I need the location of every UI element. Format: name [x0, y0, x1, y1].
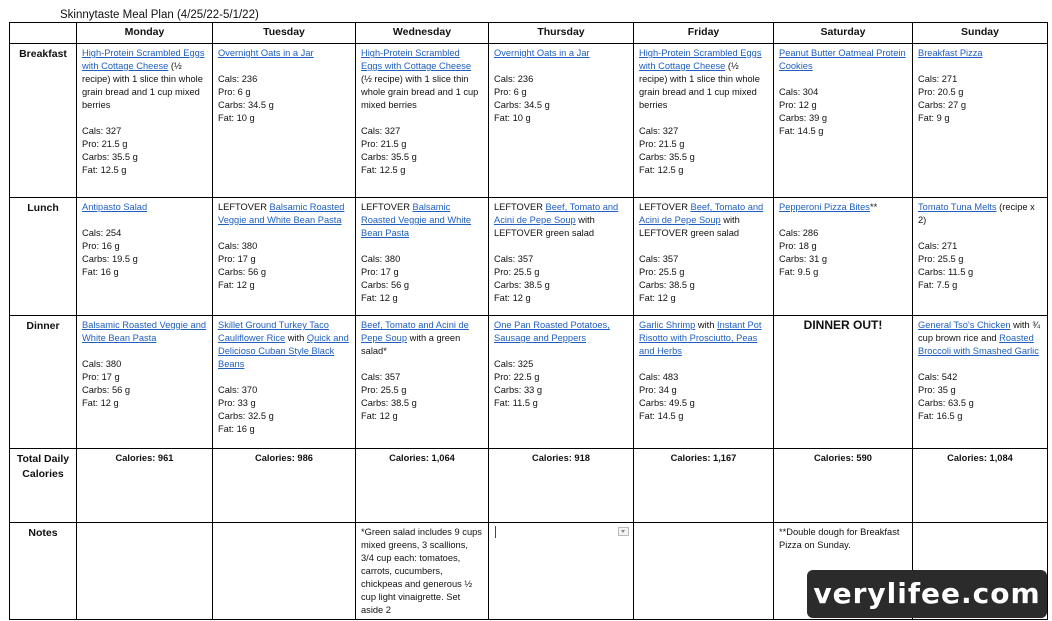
total-calories-tuesday: Calories: 986	[213, 449, 356, 523]
calories-value: Cals: 327	[361, 126, 401, 136]
calories-value: Cals: 304	[779, 87, 819, 97]
recipe-description	[361, 319, 483, 358]
protein-value: Pro: 22.5 g	[494, 372, 540, 382]
recipe-description	[918, 201, 1042, 227]
protein-value: Pro: 6 g	[494, 87, 527, 97]
carbs-value: Carbs: 19.5 g	[82, 254, 138, 264]
nutrition-facts	[218, 73, 350, 125]
carbs-value: Carbs: 38.5 g	[361, 398, 417, 408]
recipe-description	[639, 201, 768, 240]
protein-value: Pro: 25.5 g	[494, 267, 540, 277]
lunch-cell-wednesday	[356, 198, 489, 316]
fat-value: Fat: 12.5 g	[361, 165, 406, 175]
breakfast-cell-tuesday	[213, 44, 356, 198]
protein-value: Pro: 25.5 g	[639, 267, 685, 277]
fat-value: Fat: 12 g	[82, 398, 119, 408]
fat-value: Fat: 12 g	[218, 280, 255, 290]
total-calories-thursday: Calories: 918	[489, 449, 634, 523]
calories-value: Cals: 286	[779, 228, 819, 238]
calories-value: Cals: 542	[918, 372, 958, 382]
carbs-value: Carbs: 63.5 g	[918, 398, 974, 408]
recipe-text: with	[695, 320, 718, 330]
recipe-link[interactable]: Beef, Tomato and Acini de Pepe Soup	[639, 202, 764, 225]
nutrition-facts	[918, 73, 1042, 125]
breakfast-cell-monday	[77, 44, 213, 198]
recipe-link[interactable]: Antipasto Salad	[82, 202, 148, 212]
calories-value: Cals: 271	[918, 74, 958, 84]
recipe-description	[494, 201, 628, 240]
dropdown-arrow-icon[interactable]	[618, 527, 629, 536]
recipe-link[interactable]: Tomato Tuna Melts	[918, 202, 997, 212]
nutrition-facts	[918, 371, 1042, 423]
recipe-description	[918, 47, 1042, 60]
recipe-description	[82, 319, 207, 345]
calories-value: Cals: 236	[218, 74, 258, 84]
nutrition-facts	[82, 358, 207, 410]
calories-value: Cals: 327	[82, 126, 122, 136]
calories-value: Cals: 325	[494, 359, 534, 369]
recipe-description	[361, 201, 483, 240]
fat-value: Fat: 16.5 g	[918, 411, 963, 421]
recipe-text: (½ recipe) with 1 slice thin whole grain bread and 1 cup mixed berries	[361, 74, 479, 110]
recipe-link[interactable]: High-Protein Scrambled Eggs with Cottage Cheese	[361, 48, 472, 71]
breakfast-cell-friday	[634, 44, 774, 198]
total-calories-wednesday: Calories: 1,064	[356, 449, 489, 523]
recipe-text: with LEFTOVER green salad	[639, 215, 740, 238]
recipe-description	[639, 319, 768, 358]
recipe-link[interactable]: Peanut Butter Oatmeal Protein Cookies	[779, 48, 906, 71]
protein-value: Pro: 25.5 g	[361, 385, 407, 395]
nutrition-facts	[361, 125, 483, 177]
protein-value: Pro: 17 g	[82, 372, 120, 382]
recipe-link[interactable]: Skillet Ground Turkey Taco Cauliflower Rice	[218, 320, 329, 343]
row-label-notes: Notes	[10, 523, 77, 620]
dinner-cell-wednesday	[356, 316, 489, 449]
protein-value: Pro: 35 g	[918, 385, 956, 395]
carbs-value: Carbs: 34.5 g	[218, 100, 274, 110]
recipe-description	[494, 319, 628, 345]
protein-value: Pro: 20.5 g	[918, 87, 964, 97]
nutrition-facts	[82, 125, 207, 177]
nutrition-facts	[779, 86, 907, 138]
row-label-breakfast: Breakfast	[10, 44, 77, 198]
recipe-description	[218, 201, 350, 227]
recipe-text: (½ recipe) with 1 slice thin whole grain bread and 1 cup mixed berries	[639, 61, 760, 110]
recipe-description	[639, 47, 768, 112]
recipe-description	[361, 47, 483, 112]
recipe-description	[779, 47, 907, 73]
notes-cell-saturday: **Double dough for Breakfast Pizza on Sunday.	[774, 523, 913, 620]
lunch-cell-thursday	[489, 198, 634, 316]
calories-value: Cals: 380	[82, 359, 122, 369]
recipe-link[interactable]: Beef, Tomato and Acini de Pepe Soup	[494, 202, 619, 225]
corner-cell	[10, 23, 77, 44]
fat-value: Fat: 12.5 g	[639, 165, 684, 175]
carbs-value: Carbs: 49.5 g	[639, 398, 695, 408]
fat-value: Fat: 12 g	[494, 293, 531, 303]
fat-value: Fat: 12 g	[361, 293, 398, 303]
breakfast-cell-sunday	[913, 44, 1048, 198]
notes-cell-friday	[634, 523, 774, 620]
recipe-link[interactable]: Instant Pot Risotto with Prosciutto, Peas and Herbs	[639, 320, 762, 356]
recipe-text: LEFTOVER	[639, 202, 691, 212]
recipe-description	[494, 47, 628, 60]
day-header-saturday: Saturday	[774, 23, 913, 44]
recipe-text: **	[869, 202, 878, 212]
total-calories-friday: Calories: 1,167	[634, 449, 774, 523]
nutrition-facts	[639, 253, 768, 305]
day-header-sunday: Sunday	[913, 23, 1048, 44]
lunch-cell-saturday	[774, 198, 913, 316]
nutrition-facts	[639, 371, 768, 423]
recipe-description	[218, 47, 350, 60]
notes-cell-tuesday	[213, 523, 356, 620]
recipe-description	[218, 319, 350, 371]
calories-value: Cals: 380	[361, 254, 401, 264]
fat-value: Fat: 7.5 g	[918, 280, 958, 290]
recipe-link[interactable]: One Pan Roasted Potatoes, Sausage and Peppers	[494, 320, 610, 343]
fat-value: Fat: 10 g	[494, 113, 531, 123]
meal-plan-table	[9, 22, 1048, 620]
carbs-value: Carbs: 33 g	[494, 385, 543, 395]
fat-value: Fat: 11.5 g	[494, 398, 538, 408]
lunch-cell-monday	[77, 198, 213, 316]
calories-value: Cals: 380	[218, 241, 258, 251]
dinner-cell-saturday: DINNER OUT!	[774, 316, 913, 449]
day-header-thursday: Thursday	[489, 23, 634, 44]
nutrition-facts	[82, 227, 207, 279]
nutrition-facts	[361, 371, 483, 423]
protein-value: Pro: 21.5 g	[361, 139, 407, 149]
recipe-link[interactable]: Quick and Delicioso Cuban Style Black Beans	[218, 333, 349, 369]
protein-value: Pro: 12 g	[779, 100, 817, 110]
recipe-link[interactable]: Beef, Tomato and Acini de Pepe Soup	[361, 320, 469, 343]
carbs-value: Carbs: 35.5 g	[639, 152, 695, 162]
total-row	[10, 449, 1048, 523]
recipe-link[interactable]: Balsamic Roasted Veggie and White Bean Pasta	[218, 202, 345, 225]
protein-value: Pro: 33 g	[218, 398, 256, 408]
nutrition-facts	[639, 125, 768, 177]
calories-value: Cals: 327	[639, 126, 679, 136]
carbs-value: Carbs: 27 g	[918, 100, 967, 110]
protein-value: Pro: 16 g	[82, 241, 120, 251]
carbs-value: Carbs: 56 g	[82, 385, 131, 395]
lunch-cell-sunday	[913, 198, 1048, 316]
dinner-cell-tuesday	[213, 316, 356, 449]
day-header-friday: Friday	[634, 23, 774, 44]
recipe-text: with ¾ cup brown rice and	[918, 320, 1041, 343]
recipe-link[interactable]: Overnight Oats in a Jar	[494, 48, 590, 58]
calories-value: Cals: 236	[494, 74, 534, 84]
notes-cell-wednesday: *Green salad includes 9 cups mixed greens, 3 scallions, 3/4 cup each: tomatoes, carrots, cucumbers, chickpeas and generous ½ cup light vinaigrette. Set aside 2	[356, 523, 489, 620]
nutrition-facts	[494, 253, 628, 305]
protein-value: Pro: 25.5 g	[918, 254, 964, 264]
protein-value: Pro: 6 g	[218, 87, 251, 97]
recipe-link[interactable]: Balsamic Roasted Veggie and White Bean Pasta	[361, 202, 472, 238]
recipe-link[interactable]: Pepperoni Pizza Bites	[779, 202, 870, 212]
breakfast-row	[10, 44, 1048, 198]
recipe-link[interactable]: High-Protein Scrambled Eggs with Cottage Cheese	[82, 48, 205, 71]
recipe-text: LEFTOVER	[494, 202, 546, 212]
watermark-logo: verylifee.com	[807, 570, 1047, 618]
fat-value: Fat: 14.5 g	[779, 126, 824, 136]
dinner-cell-thursday	[489, 316, 634, 449]
nutrition-facts	[779, 227, 907, 279]
dinner-row	[10, 316, 1048, 449]
day-header-wednesday: Wednesday	[356, 23, 489, 44]
recipe-link[interactable]: Garlic Shrimp	[639, 320, 696, 330]
lunch-row	[10, 198, 1048, 316]
calories-value: Cals: 370	[218, 385, 258, 395]
recipe-text: with	[285, 333, 307, 343]
nutrition-facts	[218, 240, 350, 292]
day-header-monday: Monday	[77, 23, 213, 44]
text-cursor	[495, 526, 496, 538]
recipe-text: (recipe x 2)	[918, 202, 1035, 225]
nutrition-facts	[218, 384, 350, 436]
recipe-link[interactable]: General Tso's Chicken	[918, 320, 1011, 330]
protein-value: Pro: 17 g	[361, 267, 399, 277]
nutrition-facts	[918, 240, 1042, 292]
fat-value: Fat: 10 g	[218, 113, 255, 123]
recipe-link[interactable]: Overnight Oats in a Jar	[218, 48, 314, 58]
recipe-text: LEFTOVER	[218, 202, 270, 212]
nutrition-facts	[494, 73, 628, 125]
nutrition-facts	[494, 358, 628, 410]
notes-cell-thursday[interactable]	[489, 523, 634, 620]
recipe-link[interactable]: Roasted Broccoli with Smashed Garlic	[918, 333, 1039, 356]
nutrition-facts	[361, 253, 483, 305]
lunch-cell-friday	[634, 198, 774, 316]
protein-value: Pro: 21.5 g	[82, 139, 128, 149]
recipe-link[interactable]: High-Protein Scrambled Eggs with Cottage Cheese	[639, 48, 762, 71]
carbs-value: Carbs: 38.5 g	[639, 280, 695, 290]
fat-value: Fat: 14.5 g	[639, 411, 684, 421]
breakfast-cell-wednesday	[356, 44, 489, 198]
recipe-text: with a green salad*	[361, 333, 461, 356]
calories-value: Cals: 357	[639, 254, 679, 264]
fat-value: Fat: 16 g	[82, 267, 119, 277]
protein-value: Pro: 34 g	[639, 385, 677, 395]
recipe-description	[82, 47, 207, 112]
carbs-value: Carbs: 31 g	[779, 254, 828, 264]
carbs-value: Carbs: 38.5 g	[494, 280, 550, 290]
total-calories-sunday: Calories: 1,084	[913, 449, 1048, 523]
carbs-value: Carbs: 34.5 g	[494, 100, 550, 110]
protein-value: Pro: 21.5 g	[639, 139, 685, 149]
day-header-tuesday: Tuesday	[213, 23, 356, 44]
row-label-lunch: Lunch	[10, 198, 77, 316]
calories-value: Cals: 271	[918, 241, 958, 251]
carbs-value: Carbs: 35.5 g	[82, 152, 138, 162]
calories-value: Cals: 357	[361, 372, 401, 382]
fat-value: Fat: 16 g	[218, 424, 255, 434]
carbs-value: Carbs: 56 g	[218, 267, 267, 277]
calories-value: Cals: 357	[494, 254, 534, 264]
fat-value: Fat: 12 g	[361, 411, 398, 421]
recipe-text: (½ recipe) with 1 slice thin whole grain bread and 1 cup mixed berries	[82, 61, 203, 110]
fat-value: Fat: 12.5 g	[82, 165, 127, 175]
recipe-description	[82, 201, 207, 214]
protein-value: Pro: 18 g	[779, 241, 817, 251]
fat-value: Fat: 9 g	[918, 113, 950, 123]
total-calories-monday: Calories: 961	[77, 449, 213, 523]
breakfast-cell-thursday	[489, 44, 634, 198]
header-row	[10, 23, 1048, 44]
carbs-value: Carbs: 39 g	[779, 113, 828, 123]
calories-value: Cals: 483	[639, 372, 679, 382]
recipe-description	[779, 201, 907, 214]
lunch-cell-tuesday	[213, 198, 356, 316]
breakfast-cell-saturday	[774, 44, 913, 198]
protein-value: Pro: 17 g	[218, 254, 256, 264]
fat-value: Fat: 9.5 g	[779, 267, 819, 277]
recipe-link[interactable]: Balsamic Roasted Veggie and White Bean Pasta	[82, 320, 207, 343]
calories-value: Cals: 254	[82, 228, 122, 238]
notes-cell-monday	[77, 523, 213, 620]
dinner-cell-friday	[634, 316, 774, 449]
carbs-value: Carbs: 32.5 g	[218, 411, 274, 421]
row-label-dinner: Dinner	[10, 316, 77, 449]
recipe-text: with LEFTOVER green salad	[494, 215, 595, 238]
carbs-value: Carbs: 56 g	[361, 280, 410, 290]
dinner-cell-sunday	[913, 316, 1048, 449]
dinner-cell-monday	[77, 316, 213, 449]
fat-value: Fat: 12 g	[639, 293, 676, 303]
recipe-description	[918, 319, 1042, 358]
total-calories-saturday: Calories: 590	[774, 449, 913, 523]
recipe-link[interactable]: Breakfast Pizza	[918, 48, 983, 58]
carbs-value: Carbs: 35.5 g	[361, 152, 417, 162]
page-title: Skinnytaste Meal Plan (4/25/22-5/1/22)	[60, 9, 259, 21]
carbs-value: Carbs: 11.5 g	[918, 267, 974, 277]
row-label-total: Total Daily Calories	[10, 449, 77, 523]
recipe-text: LEFTOVER	[361, 202, 413, 212]
